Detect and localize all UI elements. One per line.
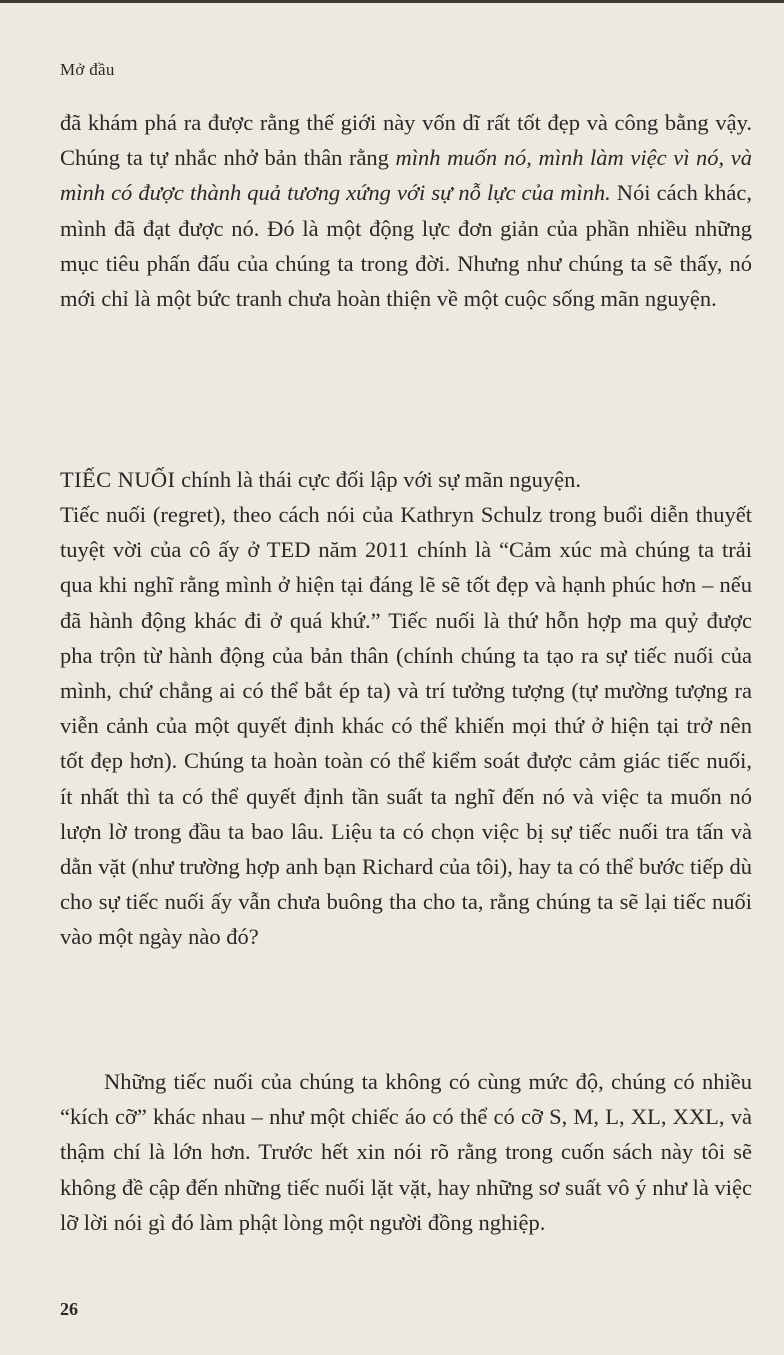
paragraph-3 [60,497,752,955]
paragraph-1-text-b: Nói cách khác, mình đã đạt được nó. Đó là một động lực đơn giản của phần nhiều những mục tiêu phấn đấu của chúng ta trong đời. Nhưng như chúng ta sẽ thấy, nó mới chỉ là một bức tranh chưa hoàn thiện về một cuộc sống mãn nguyện. [60,180,752,312]
paragraph-2-text: chính là thái cực đối lập với sự mãn nguyện. [175,467,582,492]
paragraph-1 [60,105,752,316]
paragraph-4-text: Những tiếc nuối của chúng ta không có cùng mức độ, chúng có nhiều “kích cỡ” khác nhau – như một chiếc áo có thể có cỡ S, M, L, XL, XXL, và thậm chí là lớn hơn. Trước hết xin nói rõ rằng trong cuốn sách này tôi sẽ không đề cập đến những tiếc nuối lặt vặt, hay những sơ suất vô ý như là việc lỡ lời nói gì đó làm phật lòng một người đồng nghiệp. [60,1069,752,1235]
top-rule [0,0,784,3]
paragraph-3-text: Tiếc nuối (regret), theo cách nói của Kathryn Schulz trong buổi diễn thuyết tuyệt vời của cô ấy ở TED năm 2011 chính là “Cảm xúc mà chúng ta trải qua khi nghĩ rằng mình ở hiện tại đáng lẽ sẽ tốt đẹp và hạnh phúc hơn – nếu đã hành động khác đi ở quá khứ.” Tiếc nuối là thứ hỗn hợp ma quỷ được pha trộn từ hành động của bản thân (chính chúng ta tạo ra sự tiếc nuối của mình, chứ chẳng ai có thể bắt ép ta) và trí tưởng tượng (tự mường tượng ra viễn cảnh của một quyết định khác có thể khiến mọi thứ ở hiện tại trở nên tốt đẹp hơn). Chúng ta hoàn toàn có thể kiểm soát được cảm giác tiếc nuối, ít nhất thì ta có thể quyết định tần suất ta nghĩ đến nó và việc ta muốn nó lượn lờ trong đầu ta bao lâu. Liệu ta có chọn việc bị sự tiếc nuối tra tấn và dằn vặt (như trường hợp anh bạn Richard của tôi), hay ta có thể bước tiếp dù cho sự tiếc nuối ấy vẫn chưa buông tha cho ta, rằng chúng ta sẽ lại tiếc nuối vào một ngày nào đó? [60,502,752,950]
paragraph-4 [60,1064,752,1240]
page-number: 26 [60,1299,78,1319]
paragraph-1-italic: mình muốn nó, mình làm việc vì nó, và mình có được thành quả tương xứng với sự nỗ lực của mình. [60,145,752,206]
section-lead-word: TIẾC NUỐI [60,467,176,492]
paragraph-1-text-a: đã khám phá ra được rằng thế giới này vốn dĩ rất tốt đẹp và công bằng vậy. Chúng ta tự nhắc nhở bản thân rằng [60,110,752,171]
paragraph-2 [60,462,752,497]
running-head: Mở đầu [60,60,115,79]
